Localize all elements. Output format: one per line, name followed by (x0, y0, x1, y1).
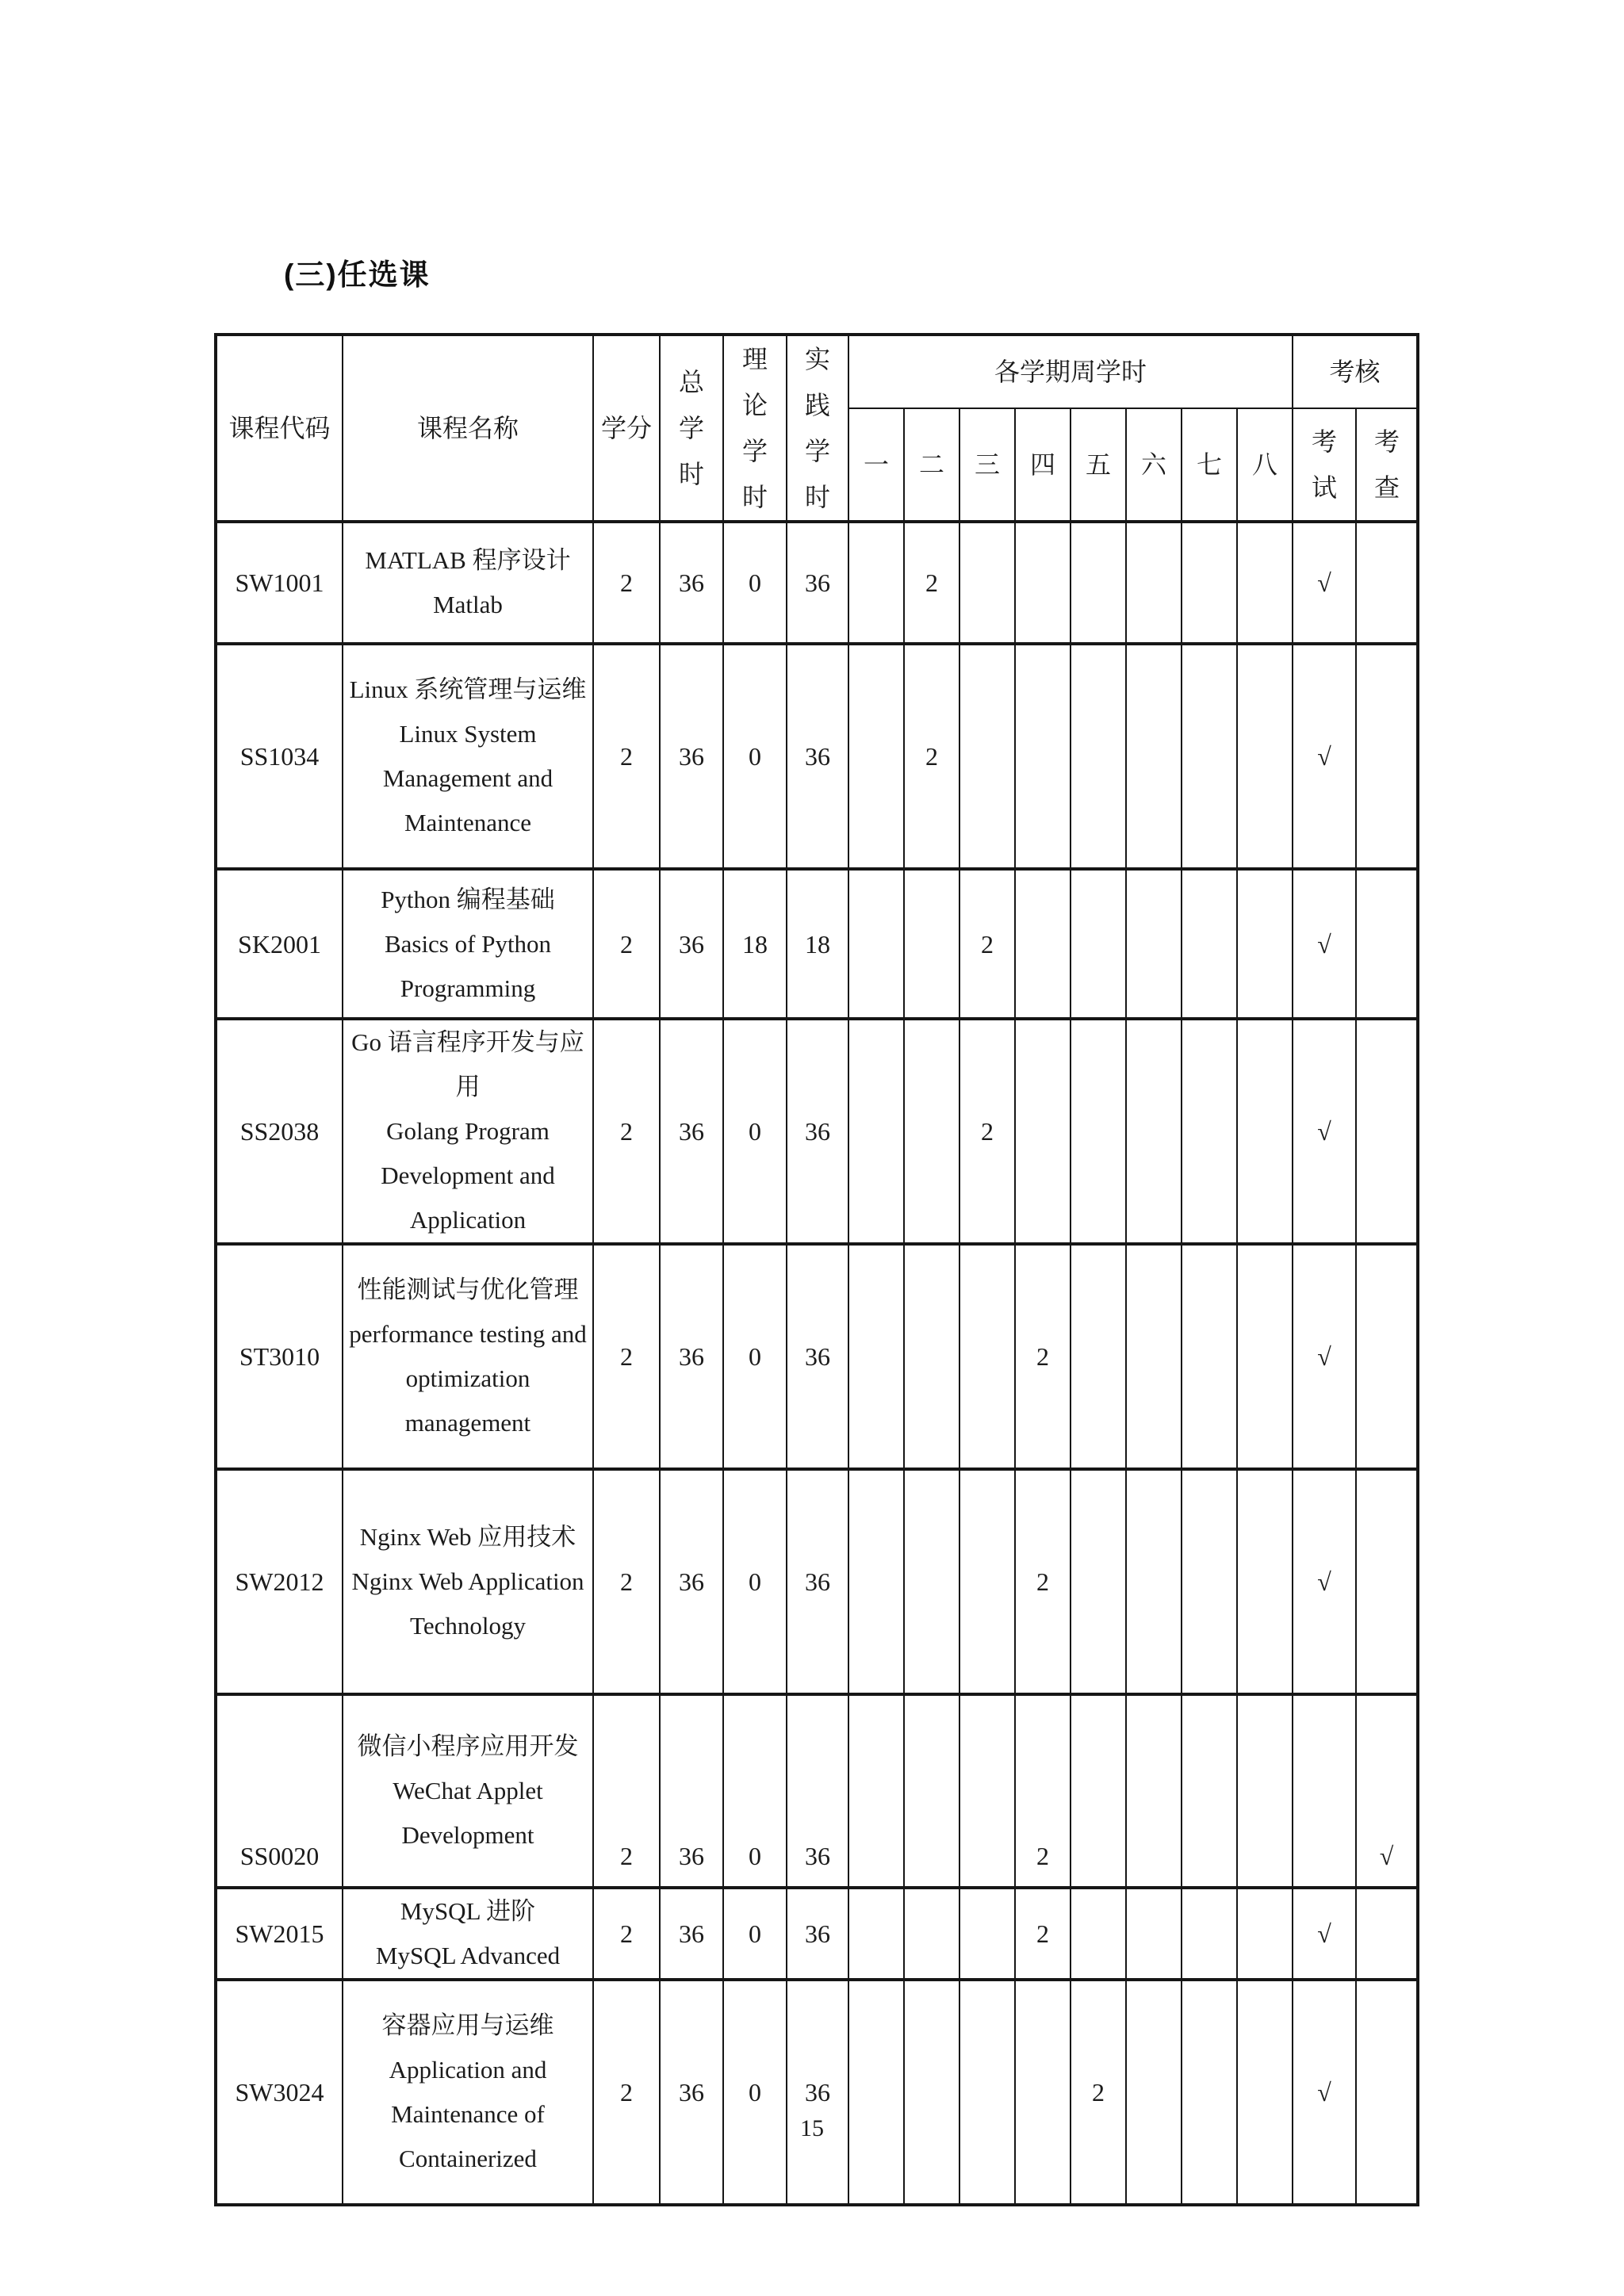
semester-8-cell (1237, 1244, 1293, 1469)
semester-4-cell: 2 (1015, 1694, 1071, 1888)
course-name-en: Matlab (433, 591, 503, 618)
course-name-zh: 容器应用与运维 (381, 2011, 554, 2039)
credits-cell: 2 (593, 1888, 660, 1980)
total-hours-cell: 36 (660, 1694, 723, 1888)
semester-4-cell (1015, 1019, 1071, 1244)
credits-cell: 2 (593, 1244, 660, 1469)
header-semester-7: 七 (1182, 408, 1237, 522)
semester-3-cell (959, 1694, 1015, 1888)
semester-6-cell (1126, 1694, 1182, 1888)
course-name-cell (343, 1019, 593, 1244)
semester-4-cell: 2 (1015, 1888, 1071, 1980)
header-course-name: 课程名称 (343, 335, 593, 522)
theory-hours-cell: 0 (723, 1888, 787, 1980)
total-hours-cell: 36 (660, 1980, 723, 2205)
theory-hours-cell: 0 (723, 644, 787, 869)
semester-6-cell (1126, 1244, 1182, 1469)
semester-7-cell (1182, 1980, 1237, 2205)
credits-cell: 2 (593, 644, 660, 869)
semester-1-cell (848, 1019, 904, 1244)
exam-check-cell: √ (1293, 1980, 1356, 2205)
semester-5-cell (1071, 869, 1126, 1019)
header-semester-2: 二 (904, 408, 959, 522)
semester-3-cell (959, 644, 1015, 869)
theory-hours-cell: 0 (723, 1244, 787, 1469)
table-row (216, 1469, 1418, 1694)
inspection-check-cell (1356, 1888, 1418, 1980)
semester-3-cell (959, 1244, 1015, 1469)
semester-7-cell (1182, 1244, 1237, 1469)
practice-hours-cell: 36 (787, 1469, 848, 1694)
semester-1-cell (848, 644, 904, 869)
course-code-cell: SS2038 (216, 1019, 343, 1244)
semester-2-cell (904, 869, 959, 1019)
credits-cell: 2 (593, 522, 660, 644)
header-semester-3: 三 (959, 408, 1015, 522)
exam-check-cell (1293, 1694, 1356, 1888)
course-name-zh: 性能测试与优化管理 (357, 1276, 579, 1303)
exam-check-cell: √ (1293, 1019, 1356, 1244)
semester-5-cell (1071, 522, 1126, 644)
semester-7-cell (1182, 1888, 1237, 1980)
semester-8-cell (1237, 1888, 1293, 1980)
practice-hours-cell: 18 (787, 869, 848, 1019)
practice-hours-cell: 36 (787, 644, 848, 869)
semester-1-cell (848, 1694, 904, 1888)
semester-7-cell (1182, 1019, 1237, 1244)
semester-5-cell: 2 (1071, 1980, 1126, 2205)
semester-2-cell: 2 (904, 522, 959, 644)
course-name-en: MySQL Advanced (375, 1942, 561, 1969)
header-course-code: 课程代码 (216, 335, 343, 522)
inspection-check-cell (1356, 1244, 1418, 1469)
exam-check-cell: √ (1293, 522, 1356, 644)
semester-4-cell (1015, 1980, 1071, 2205)
course-name-en: Application and Maintenance of Containerized (389, 2056, 547, 2172)
total-hours-cell: 36 (660, 1244, 723, 1469)
semester-1-cell (848, 1244, 904, 1469)
semester-5-cell (1071, 1019, 1126, 1244)
semester-3-cell: 2 (959, 1019, 1015, 1244)
inspection-check-cell (1356, 869, 1418, 1019)
semester-1-cell (848, 522, 904, 644)
theory-hours-cell: 0 (723, 1019, 787, 1244)
inspection-check-cell (1356, 522, 1418, 644)
table-row (216, 1019, 1418, 1244)
semester-5-cell (1071, 1469, 1126, 1694)
header-semester-4: 四 (1015, 408, 1071, 522)
semester-3-cell: 2 (959, 869, 1015, 1019)
semester-1-cell (848, 1469, 904, 1694)
semester-5-cell (1071, 1694, 1126, 1888)
practice-hours-cell: 36 (787, 1244, 848, 1469)
course-name-en: Linux System Management and Maintenance (382, 720, 553, 836)
table-row (216, 869, 1418, 1019)
semester-6-cell (1126, 1469, 1182, 1694)
semester-3-cell (959, 1980, 1015, 2205)
semester-5-cell (1071, 1244, 1126, 1469)
semester-4-cell: 2 (1015, 1244, 1071, 1469)
table-row (216, 1694, 1418, 1888)
header-semester-6: 六 (1126, 408, 1182, 522)
theory-hours-cell: 0 (723, 1980, 787, 2205)
course-name-en: Golang Program Development and Application (381, 1117, 555, 1234)
course-code-cell: ST3010 (216, 1244, 343, 1469)
course-table-body (216, 522, 1418, 2205)
semester-5-cell (1071, 644, 1126, 869)
course-name-en: Nginx Web Application Technology (351, 1567, 584, 1640)
table-row (216, 1244, 1418, 1469)
exam-check-cell: √ (1293, 869, 1356, 1019)
elective-course-table (214, 333, 1419, 2206)
header-theory-hours: 理论学时 (723, 335, 787, 522)
course-name-zh: Go 语言程序开发与应用 (351, 1028, 584, 1100)
header-semester-1: 一 (848, 408, 904, 522)
course-code-cell: SK2001 (216, 869, 343, 1019)
course-name-en: WeChat Applet Development (393, 1777, 543, 1849)
semester-7-cell (1182, 1694, 1237, 1888)
section-heading: (三)任选课 (284, 258, 431, 291)
total-hours-cell: 36 (660, 1469, 723, 1694)
semester-2-cell (904, 1469, 959, 1694)
semester-4-cell: 2 (1015, 1469, 1071, 1694)
semester-3-cell (959, 1888, 1015, 1980)
inspection-check-cell: √ (1356, 1694, 1418, 1888)
practice-hours-cell: 36 (787, 1888, 848, 1980)
total-hours-cell: 36 (660, 644, 723, 869)
course-code-cell: SW1001 (216, 522, 343, 644)
semester-4-cell (1015, 522, 1071, 644)
inspection-check-cell (1356, 1019, 1418, 1244)
course-name-cell (343, 644, 593, 869)
header-inspection: 考查 (1356, 408, 1418, 522)
semester-5-cell (1071, 1888, 1126, 1980)
semester-7-cell (1182, 1469, 1237, 1694)
table-row (216, 1980, 1418, 2205)
course-name-cell (343, 1244, 593, 1469)
header-practice-hours: 实践学时 (787, 335, 848, 522)
total-hours-cell: 36 (660, 1019, 723, 1244)
semester-6-cell (1126, 1888, 1182, 1980)
semester-8-cell (1237, 1694, 1293, 1888)
inspection-check-cell (1356, 1980, 1418, 2205)
exam-check-cell: √ (1293, 1469, 1356, 1694)
course-code-cell: SW2012 (216, 1469, 343, 1694)
semester-2-cell (904, 1694, 959, 1888)
semester-8-cell (1237, 1980, 1293, 2205)
semester-4-cell (1015, 869, 1071, 1019)
course-code-cell: SS0020 (216, 1694, 343, 1888)
semester-8-cell (1237, 644, 1293, 869)
semester-4-cell (1015, 644, 1071, 869)
course-name-zh: Linux 系统管理与运维 (349, 675, 587, 703)
total-hours-cell: 36 (660, 522, 723, 644)
course-name-cell (343, 522, 593, 644)
course-name-zh: MySQL 进阶 (400, 1897, 536, 1925)
semester-6-cell (1126, 1980, 1182, 2205)
course-name-zh: 微信小程序应用开发 (357, 1732, 579, 1760)
page-number: 15 (800, 2115, 824, 2141)
header-weekly-hours-group: 各学期周学时 (848, 335, 1293, 408)
practice-hours-cell: 36 (787, 1980, 848, 2205)
course-name-cell (343, 1980, 593, 2205)
semester-1-cell (848, 1980, 904, 2205)
course-name-cell (343, 1469, 593, 1694)
course-code-cell: SS1034 (216, 644, 343, 869)
course-code-cell: SW2015 (216, 1888, 343, 1980)
semester-3-cell (959, 522, 1015, 644)
credits-cell: 2 (593, 869, 660, 1019)
semester-6-cell (1126, 522, 1182, 644)
semester-2-cell (904, 1888, 959, 1980)
course-name-zh: MATLAB 程序设计 (365, 546, 571, 574)
table-row (216, 644, 1418, 869)
course-name-zh: Python 编程基础 (381, 885, 555, 913)
course-name-cell (343, 869, 593, 1019)
semester-1-cell (848, 1888, 904, 1980)
theory-hours-cell: 0 (723, 1469, 787, 1694)
header-assessment-group: 考核 (1293, 335, 1418, 408)
semester-7-cell (1182, 522, 1237, 644)
table-row (216, 522, 1418, 644)
inspection-check-cell (1356, 644, 1418, 869)
header-semester-8: 八 (1237, 408, 1293, 522)
semester-6-cell (1126, 1019, 1182, 1244)
semester-3-cell (959, 1469, 1015, 1694)
credits-cell: 2 (593, 1469, 660, 1694)
exam-check-cell: √ (1293, 1888, 1356, 1980)
course-name-en: Basics of Python Programming (384, 929, 552, 1002)
header-exam: 考试 (1293, 408, 1356, 522)
semester-2-cell (904, 1019, 959, 1244)
header-semester-5: 五 (1071, 408, 1126, 522)
inspection-check-cell (1356, 1469, 1418, 1694)
theory-hours-cell: 0 (723, 1694, 787, 1888)
exam-check-cell: √ (1293, 1244, 1356, 1469)
course-name-zh: Nginx Web 应用技术 (359, 1523, 576, 1551)
header-credits: 学分 (593, 335, 660, 522)
semester-1-cell (848, 869, 904, 1019)
semester-6-cell (1126, 644, 1182, 869)
semester-7-cell (1182, 869, 1237, 1019)
course-code-cell: SW3024 (216, 1980, 343, 2205)
table-header (216, 335, 1418, 522)
semester-8-cell (1237, 1019, 1293, 1244)
theory-hours-cell: 0 (723, 522, 787, 644)
semester-8-cell (1237, 1469, 1293, 1694)
practice-hours-cell: 36 (787, 522, 848, 644)
semester-7-cell (1182, 644, 1237, 869)
course-name-en: performance testing and optimization management (349, 1320, 587, 1437)
exam-check-cell: √ (1293, 644, 1356, 869)
semester-6-cell (1126, 869, 1182, 1019)
credits-cell: 2 (593, 1019, 660, 1244)
semester-8-cell (1237, 869, 1293, 1019)
total-hours-cell: 36 (660, 869, 723, 1019)
course-name-cell (343, 1694, 593, 1888)
practice-hours-cell: 36 (787, 1694, 848, 1888)
header-total-hours: 总学时 (660, 335, 723, 522)
semester-8-cell (1237, 522, 1293, 644)
semester-2-cell (904, 1244, 959, 1469)
credits-cell: 2 (593, 1980, 660, 2205)
table-row (216, 1888, 1418, 1980)
total-hours-cell: 36 (660, 1888, 723, 1980)
course-name-cell (343, 1888, 593, 1980)
semester-2-cell: 2 (904, 644, 959, 869)
semester-2-cell (904, 1980, 959, 2205)
theory-hours-cell: 18 (723, 869, 787, 1019)
credits-cell: 2 (593, 1694, 660, 1888)
practice-hours-cell: 36 (787, 1019, 848, 1244)
